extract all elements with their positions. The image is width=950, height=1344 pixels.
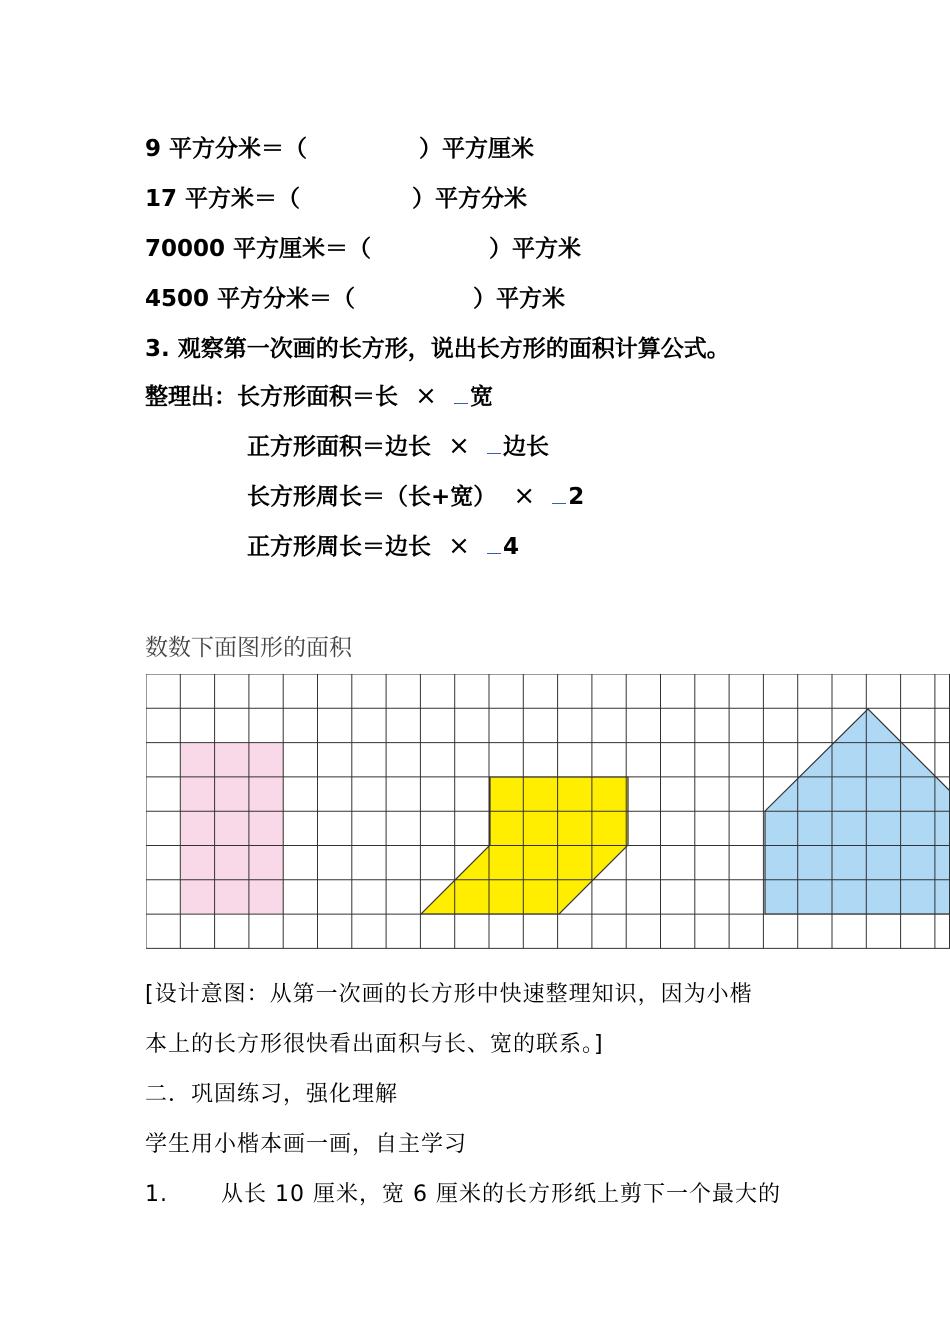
- conversion-2-left: 17 平方米＝（: [145, 186, 301, 212]
- area-grid: [146, 674, 950, 950]
- grid-title: 数数下面图形的面积: [145, 635, 352, 661]
- formula-4: [247, 531, 519, 562]
- underline-mark: [454, 383, 468, 404]
- formula-2: [247, 431, 549, 462]
- formula-1-rhs: 宽: [470, 384, 493, 410]
- conversion-1-right: ）平方厘米: [419, 136, 535, 162]
- conversion-3: [145, 234, 581, 264]
- conversion-4-right: ）平方米: [473, 286, 566, 312]
- design-intent-line-1: [设计意图：从第一次画的长方形中快速整理知识，因为小楷: [145, 982, 753, 1007]
- conversion-1-left: 9 平方分米＝（: [145, 136, 308, 162]
- section-2-subtext: 学生用小楷本画一画，自主学习: [145, 1132, 468, 1157]
- formula-4-lhs: 正方形周长＝边长: [247, 534, 431, 560]
- question-3: 3. 观察第一次画的长方形，说出长方形的面积计算公式。: [145, 336, 730, 362]
- conversion-4: [145, 284, 565, 314]
- conversion-2: [145, 184, 527, 214]
- conversion-4-left: 4500 平方分米＝（: [145, 286, 356, 312]
- formula-3-rhs: 2: [568, 484, 585, 510]
- times-icon: ×: [513, 481, 536, 511]
- item-1: [145, 1180, 781, 1210]
- conversion-1: [145, 134, 534, 164]
- formula-3: [247, 481, 584, 512]
- design-intent-line-2: 本上的长方形很快看出面积与长、宽的联系。]: [145, 1032, 604, 1057]
- item-1-number: 1.: [145, 1182, 168, 1207]
- pink-rectangle: [181, 743, 284, 914]
- formula-3-lhs: 长方形周长＝（长+宽）: [247, 484, 497, 510]
- formula-1-lhs: 长方形面积＝长: [237, 384, 398, 410]
- section-2-heading: 二．巩固练习，强化理解: [145, 1082, 399, 1107]
- underline-mark: [487, 533, 501, 554]
- summary-label: 整理出：: [145, 384, 237, 410]
- formula-1: [145, 381, 493, 412]
- underline-mark: [487, 433, 501, 454]
- times-icon: ×: [448, 531, 470, 561]
- times-icon: ×: [448, 431, 470, 461]
- formula-2-lhs: 正方形面积＝边长: [247, 434, 431, 460]
- conversion-3-right: ）平方米: [489, 236, 582, 262]
- conversion-3-left: 70000 平方厘米＝（: [145, 236, 372, 262]
- item-1-text: 从长 10 厘米，宽 6 厘米的长方形纸上剪下一个最大的: [221, 1182, 781, 1207]
- formula-2-rhs: 边长: [503, 434, 549, 460]
- times-icon: ×: [415, 381, 437, 411]
- underline-mark: [552, 483, 566, 504]
- conversion-2-right: ）平方分米: [412, 186, 528, 212]
- formula-4-rhs: 4: [503, 534, 520, 560]
